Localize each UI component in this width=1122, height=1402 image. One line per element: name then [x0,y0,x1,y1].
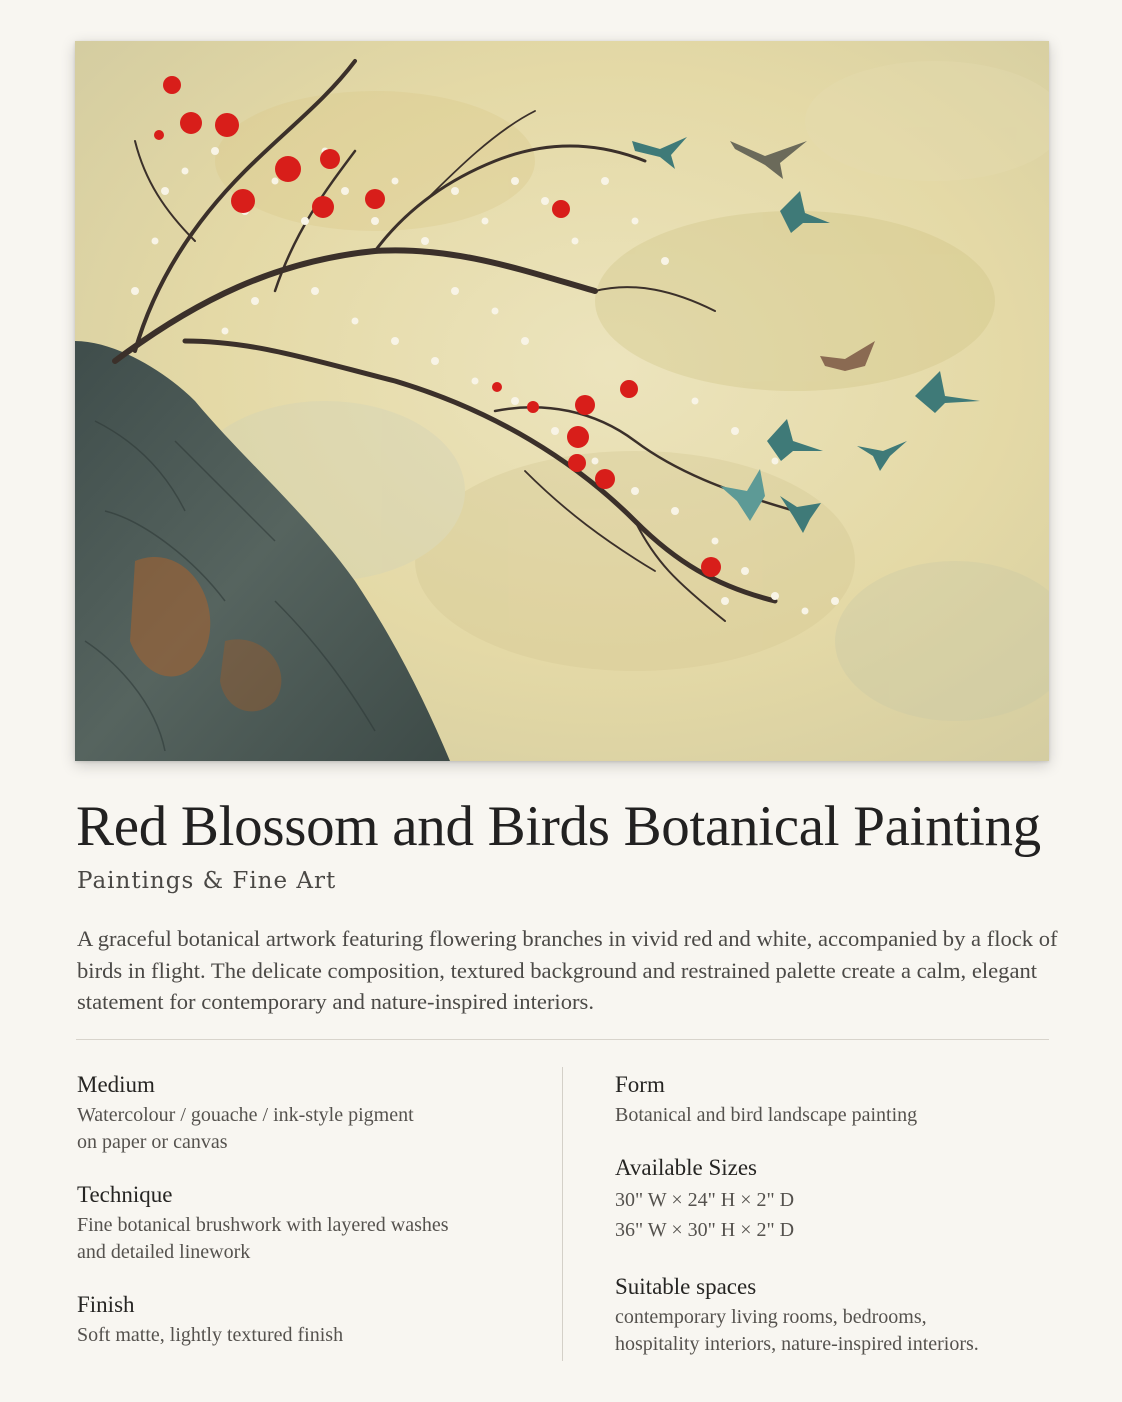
spec-value-line: contemporary living rooms, bedrooms, [615,1306,927,1328]
section-divider [76,1039,1049,1040]
column-divider [562,1067,563,1361]
spec-finish [77,1291,343,1349]
spec-spaces [615,1273,979,1358]
spec-value [77,1102,414,1156]
spec-value-line: on paper or canvas [77,1131,228,1153]
spec-value-line: Soft matte, lightly textured finish [77,1324,344,1346]
spec-label: Medium [77,1072,155,1097]
artwork-image [75,41,1049,761]
product-description: A graceful botanical artwork featuring flowering branches in vivid red and white, accompanied by a flock of birds in flight. The delicate composition, textured background and restrained palette create a calm, elegant statement for contemporary and nature-inspired interiors. [77,926,1058,1014]
spec-value [615,1304,979,1358]
spec-value-line: Botanical and bird landscape painting [615,1104,918,1126]
spec-value-line: Fine botanical brushwork with layered washes [77,1214,449,1236]
spec-value-line: hospitality interiors, nature-inspired interiors. [615,1333,979,1355]
spec-label: Form [615,1072,665,1097]
spec-label: Suitable spaces [615,1274,757,1299]
size-option: 36" W × 30" H × 2" D [615,1219,795,1241]
spec-label: Finish [77,1292,135,1317]
product-title: Red Blossom and Birds Botanical Painting [76,795,1041,858]
spec-label: Available Sizes [615,1155,757,1180]
spec-technique [77,1181,449,1266]
spec-label: Technique [77,1182,173,1207]
spec-value-line: and detailed linework [77,1241,251,1263]
product-category: Paintings & Fine Art [77,868,337,894]
spec-medium [77,1071,414,1156]
size-option: 30" W × 24" H × 2" D [615,1189,795,1211]
spec-value [615,1185,794,1245]
spec-sizes [615,1154,794,1245]
spec-value [77,1212,449,1266]
spec-value-line: Watercolour / gouache / ink-style pigment [77,1104,414,1126]
spec-form [615,1071,917,1129]
spec-value [615,1102,917,1129]
spec-value [77,1322,343,1349]
